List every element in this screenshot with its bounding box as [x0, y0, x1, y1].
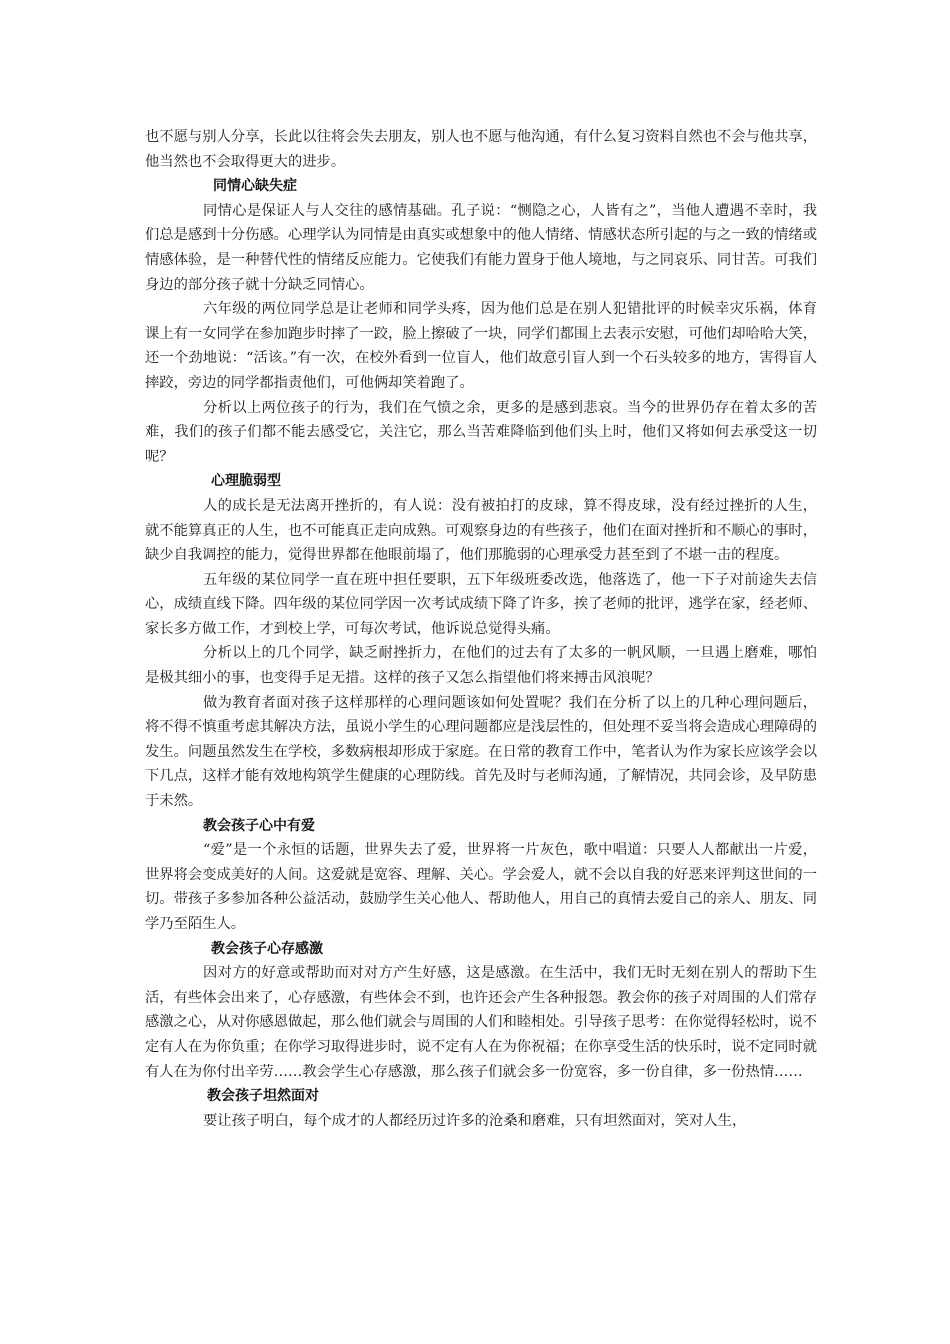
section-heading-love: 教会孩子心中有爱 [203, 817, 315, 834]
paragraph-educator-response: 做为教育者面对孩子这样那样的心理问题该如何处置呢？我们在分析了以上的几种心理问题后，将不得不慎重考虑其解决方法，虽说小学生的心理问题都应是浅层性的，但处理不妥当将会造成心理障碍的发生。问题虽然发生在学校，多数病根却形成于家庭。在日常的教育工作中，笔者认为作为家长应该学会以下几点，这样才能有效地构筑学生健康的心理防线。首先及时与老师沟通，了解情况，共同会诊，及早防患于未然。 [145, 694, 817, 810]
paragraph-continuation: 也不愿与别人分享，长此以往将会失去朋友，别人也不愿与他沟通，有什么复习资料自然也不会与他共享，他当然也不会取得更大的进步。 [145, 129, 817, 170]
paragraph-fragile-example: 五年级的某位同学一直在班中担任要职，五下年级班委改选，他落选了，他一下子对前途失去信心，成绩直线下降。四年级的某位同学因一次考试成绩下降了许多，挨了老师的批评，逃学在家，经老师、家长多方做工作，才到校上学，可每次考试，他诉说总觉得头痛。 [145, 571, 817, 637]
paragraph-face-calmly: 要让孩子明白，每个成才的人都经历过许多的沧桑和磨难，只有坦然面对，笑对人生， [203, 1112, 747, 1129]
paragraph-fragile-definition: 人的成长是无法离开挫折的，有人说：没有被拍打的皮球，算不得皮球，没有经过挫折的人生，就不能算真正的人生，也不可能真正走向成熟。可观察身边的有些孩子，他们在面对挫折和不顺心的事时，缺少自我调控的能力，觉得世界都在他眼前塌了，他们那脆弱的心理承受力甚至到了不堪一击的程度。 [145, 497, 817, 564]
section-heading-gratitude: 教会孩子心存感激 [211, 940, 323, 957]
section-heading-fragile: 心理脆弱型 [211, 473, 281, 490]
section-heading-face-calmly: 教会孩子坦然面对 [207, 1088, 319, 1105]
section-heading-sympathy: 同情心缺失症 [213, 178, 297, 195]
paragraph-sympathy-example: 六年级的两位同学总是让老师和同学头疼，因为他们总是在别人犯错批评的时候幸灾乐祸，体育课上有一女同学在参加跑步时摔了一跤，脸上擦破了一块，同学们都围上去表示安慰，可他们却哈哈大笑，还一个劲地说：“活该。”有一次，在校外看到一位盲人，他们故意引盲人到一个石头较多的地方，害得盲人摔跤，旁边的同学都指责他们，可他俩却笑着跑了。 [145, 301, 817, 391]
paragraph-gratitude: 因对方的好意或帮助而对对方产生好感，这是感激。在生活中，我们无时无刻在别人的帮助下生活，有些体会出来了，心存感激，有些体会不到，也许还会产生各种报怨。教会你的孩子对周围的人们常存感激之心，从对你感恩做起，那么他们就会与周围的人们和睦相处。引导孩子思考：在你觉得轻松时，说不定有人在为你负重；在你学习取得进步时，说不定有人在为你祝福；在你享受生活的快乐时，说不定同时就有人在为你付出辛劳……教会学生心存感激，那么孩子们就会多一份宽容，多一份自律，多一份热情…… [145, 965, 817, 1080]
document-page [145, 125, 817, 1133]
paragraph-sympathy-definition: 同情心是保证人与人交往的感情基础。孔子说：“恻隐之心，人皆有之”，当他人遭遇不幸时，我们总是感到十分伤感。心理学认为同情是由真实或想象中的他人情绪、情感状态所引起的与之一致的情绪或情感体验，是一种替代性的情绪反应能力。它使我们有能力置身于他人境地，与之同哀乐、同甘苦。可我们身边的部分孩子就十分缺乏同情心。 [145, 202, 817, 293]
paragraph-love: “爱”是一个永恒的话题，世界失去了爱，世界将一片灰色，歌中唱道：只要人人都献出一片爱，世界将会变成美好的人间。这爱就是宽容、理解、关心。学会爱人，就不会以自我的好恶来评判这世间的一切。带孩子多参加各种公益活动，鼓励学生关心他人、帮助他人，用自己的真情去爱自己的亲人、朋友、同学乃至陌生人。 [145, 842, 817, 932]
paragraph-fragile-analysis: 分析以上的几个同学，缺乏耐挫折力，在他们的过去有了太多的一帆风顺，一旦遇上磨难，哪怕是极其细小的事，也变得手足无措。这样的孩子又怎么指望他们将来搏击风浪呢？ [145, 645, 817, 687]
paragraph-sympathy-analysis: 分析以上两位孩子的行为，我们在气愤之余，更多的是感到悲哀。当今的世界仍存在着太多的苦难，我们的孩子们都不能去感受它，关注它，那么当苦难降临到他们头上时，他们又将如何去承受这一切呢？ [145, 399, 817, 465]
